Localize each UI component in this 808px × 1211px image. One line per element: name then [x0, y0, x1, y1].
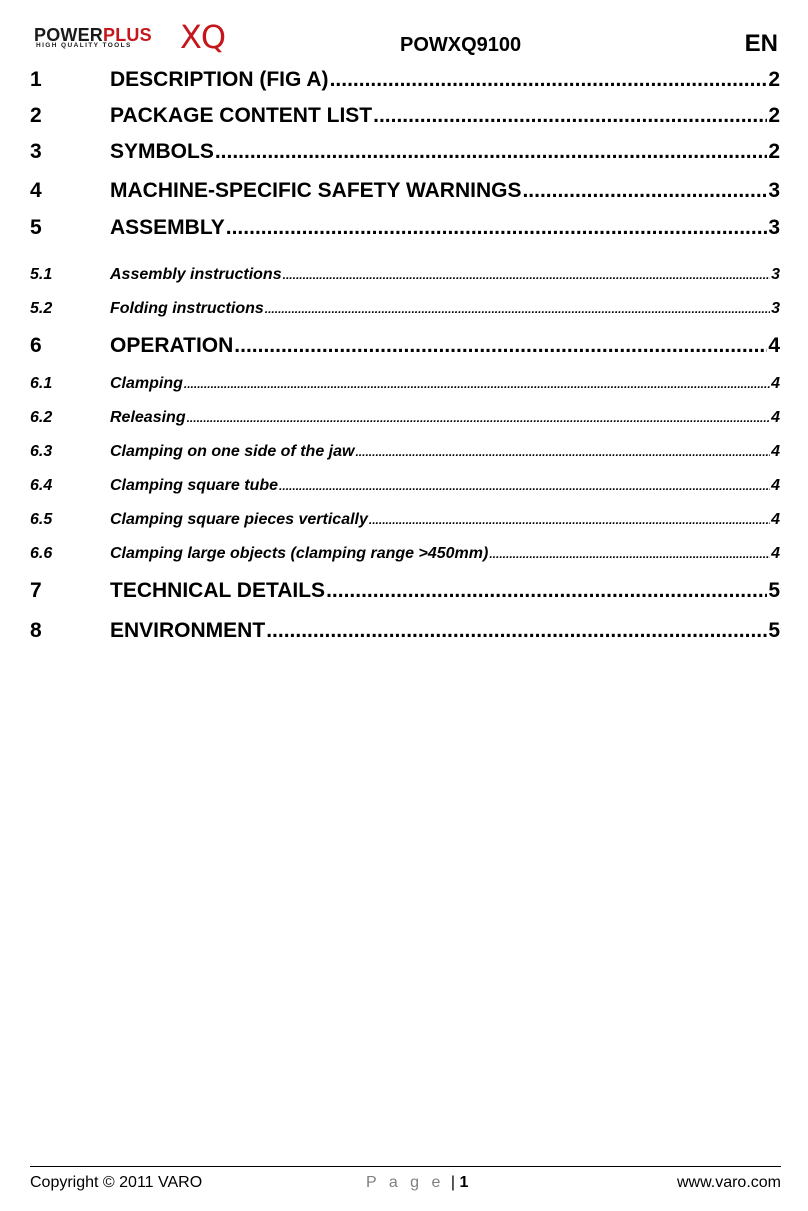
toc-entry-number: 3 — [30, 140, 42, 163]
toc-entry-page: 3 — [771, 300, 780, 317]
page-header — [0, 0, 808, 70]
toc-leader-dots — [234, 334, 767, 358]
toc-entry-title: Releasing — [110, 409, 186, 426]
toc-entry-title: Clamping square tube — [110, 477, 279, 494]
toc-entry-title: PACKAGE CONTENT LIST — [110, 104, 373, 127]
toc-entry-title: SYMBOLS — [110, 140, 214, 163]
toc-entry-title: Folding instructions — [110, 300, 264, 317]
toc-entry-title: Clamping square pieces vertically — [110, 511, 368, 528]
toc-entry[interactable] — [30, 511, 780, 529]
toc-entry-page: 2 — [768, 68, 780, 91]
toc-leader-dots — [226, 216, 768, 240]
toc-entry[interactable] — [30, 619, 780, 643]
toc-entry-title: Clamping large objects (clamping range >450mm) — [110, 545, 489, 562]
toc-leader-dots — [522, 179, 767, 203]
toc-entry-number: 4 — [30, 179, 42, 202]
toc-entry-page: 4 — [771, 375, 780, 392]
toc-entry-page: 3 — [771, 266, 780, 283]
page-number: 1 — [459, 1174, 469, 1191]
toc-entry-page: 4 — [771, 409, 780, 426]
toc-entry[interactable] — [30, 545, 780, 563]
toc-entry[interactable] — [30, 443, 780, 461]
toc-entry-page: 2 — [768, 104, 780, 127]
toc-entry-page: 4 — [771, 511, 780, 528]
toc-entry-number: 5 — [30, 216, 42, 239]
toc-entry[interactable] — [30, 334, 780, 358]
toc-leader-dots — [373, 104, 767, 128]
logo-xq-mark: XQ — [180, 18, 226, 56]
toc-entry-page: 4 — [771, 443, 780, 460]
toc-entry-number: 6.2 — [30, 409, 53, 426]
toc-entry-title: Assembly instructions — [110, 266, 282, 283]
toc-entry-page: 5 — [768, 619, 780, 642]
toc-leader-dots — [369, 513, 770, 527]
toc-entry-number: 6.1 — [30, 375, 53, 392]
toc-entry[interactable] — [30, 375, 780, 393]
toc-entry-number: 6.5 — [30, 511, 53, 528]
toc-entry-number: 2 — [30, 104, 42, 127]
toc-entry-number: 1 — [30, 68, 42, 91]
toc-leader-dots — [330, 68, 768, 92]
toc-leader-dots — [215, 140, 767, 164]
website-link[interactable]: www.varo.com — [676, 1174, 781, 1191]
toc-entry-number: 7 — [30, 579, 42, 602]
toc-entry[interactable] — [30, 266, 780, 284]
logo-plus-text: PLUS — [103, 25, 152, 45]
toc-entry-number: 8 — [30, 619, 42, 642]
toc-entry-number: 5.1 — [30, 266, 53, 283]
toc-entry[interactable] — [30, 104, 780, 128]
toc-leader-dots — [355, 445, 770, 459]
toc-entry[interactable] — [30, 579, 780, 603]
toc-entry-page: 2 — [768, 140, 780, 163]
page-label: P a g e — [366, 1174, 445, 1191]
toc-entry-page: 3 — [768, 216, 780, 239]
toc-entry[interactable] — [30, 216, 780, 240]
copyright-text: Copyright © 2011 VARO — [30, 1174, 203, 1191]
toc-entry-title: Clamping — [110, 375, 183, 392]
toc-entry[interactable] — [30, 68, 780, 92]
page-indicator — [366, 1174, 468, 1192]
toc-leader-dots — [283, 268, 770, 282]
toc-leader-dots — [265, 302, 770, 316]
toc-entry-number: 6.6 — [30, 545, 53, 562]
toc-leader-dots — [266, 619, 767, 643]
toc-entry[interactable] — [30, 477, 780, 495]
toc-entry-page: 4 — [771, 477, 780, 494]
toc-entry-page: 4 — [768, 334, 780, 357]
toc-entry-title: Clamping on one side of the jaw — [110, 443, 355, 460]
toc-entry-page: 4 — [771, 545, 780, 562]
toc-entry[interactable] — [30, 300, 780, 318]
toc-entry-title: DESCRIPTION (FIG A) — [110, 68, 329, 91]
toc-entry-title: TECHNICAL DETAILS — [110, 579, 326, 602]
toc-entry-title: ASSEMBLY — [110, 216, 225, 239]
toc-entry-title: ENVIRONMENT — [110, 619, 266, 642]
toc-entry-page: 5 — [768, 579, 780, 602]
toc-leader-dots — [187, 411, 771, 425]
language-code: EN — [744, 30, 778, 57]
toc-entry-title: MACHINE-SPECIFIC SAFETY WARNINGS — [110, 179, 522, 202]
toc-entry[interactable] — [30, 140, 780, 164]
toc-entry-number: 6 — [30, 334, 42, 357]
toc-entry-title: OPERATION — [110, 334, 234, 357]
toc-leader-dots — [184, 377, 770, 391]
footer-divider — [30, 1166, 781, 1167]
toc-entry-number: 5.2 — [30, 300, 53, 317]
toc-entry-page: 3 — [768, 179, 780, 202]
toc-entry-number: 6.3 — [30, 443, 53, 460]
logo-power-text: POWER — [34, 25, 104, 45]
logo-tagline: HIGH QUALITY TOOLS — [36, 42, 132, 49]
toc-entry-number: 6.4 — [30, 477, 53, 494]
page-footer — [30, 1170, 781, 1194]
toc-entry[interactable] — [30, 409, 780, 427]
toc-leader-dots — [279, 479, 770, 493]
toc-entry[interactable] — [30, 179, 780, 203]
powerplus-xq-logo — [34, 18, 244, 56]
toc-leader-dots — [326, 579, 767, 603]
model-number: POWXQ9100 — [400, 34, 522, 56]
page-separator: | — [450, 1174, 456, 1191]
toc-leader-dots — [489, 547, 770, 561]
